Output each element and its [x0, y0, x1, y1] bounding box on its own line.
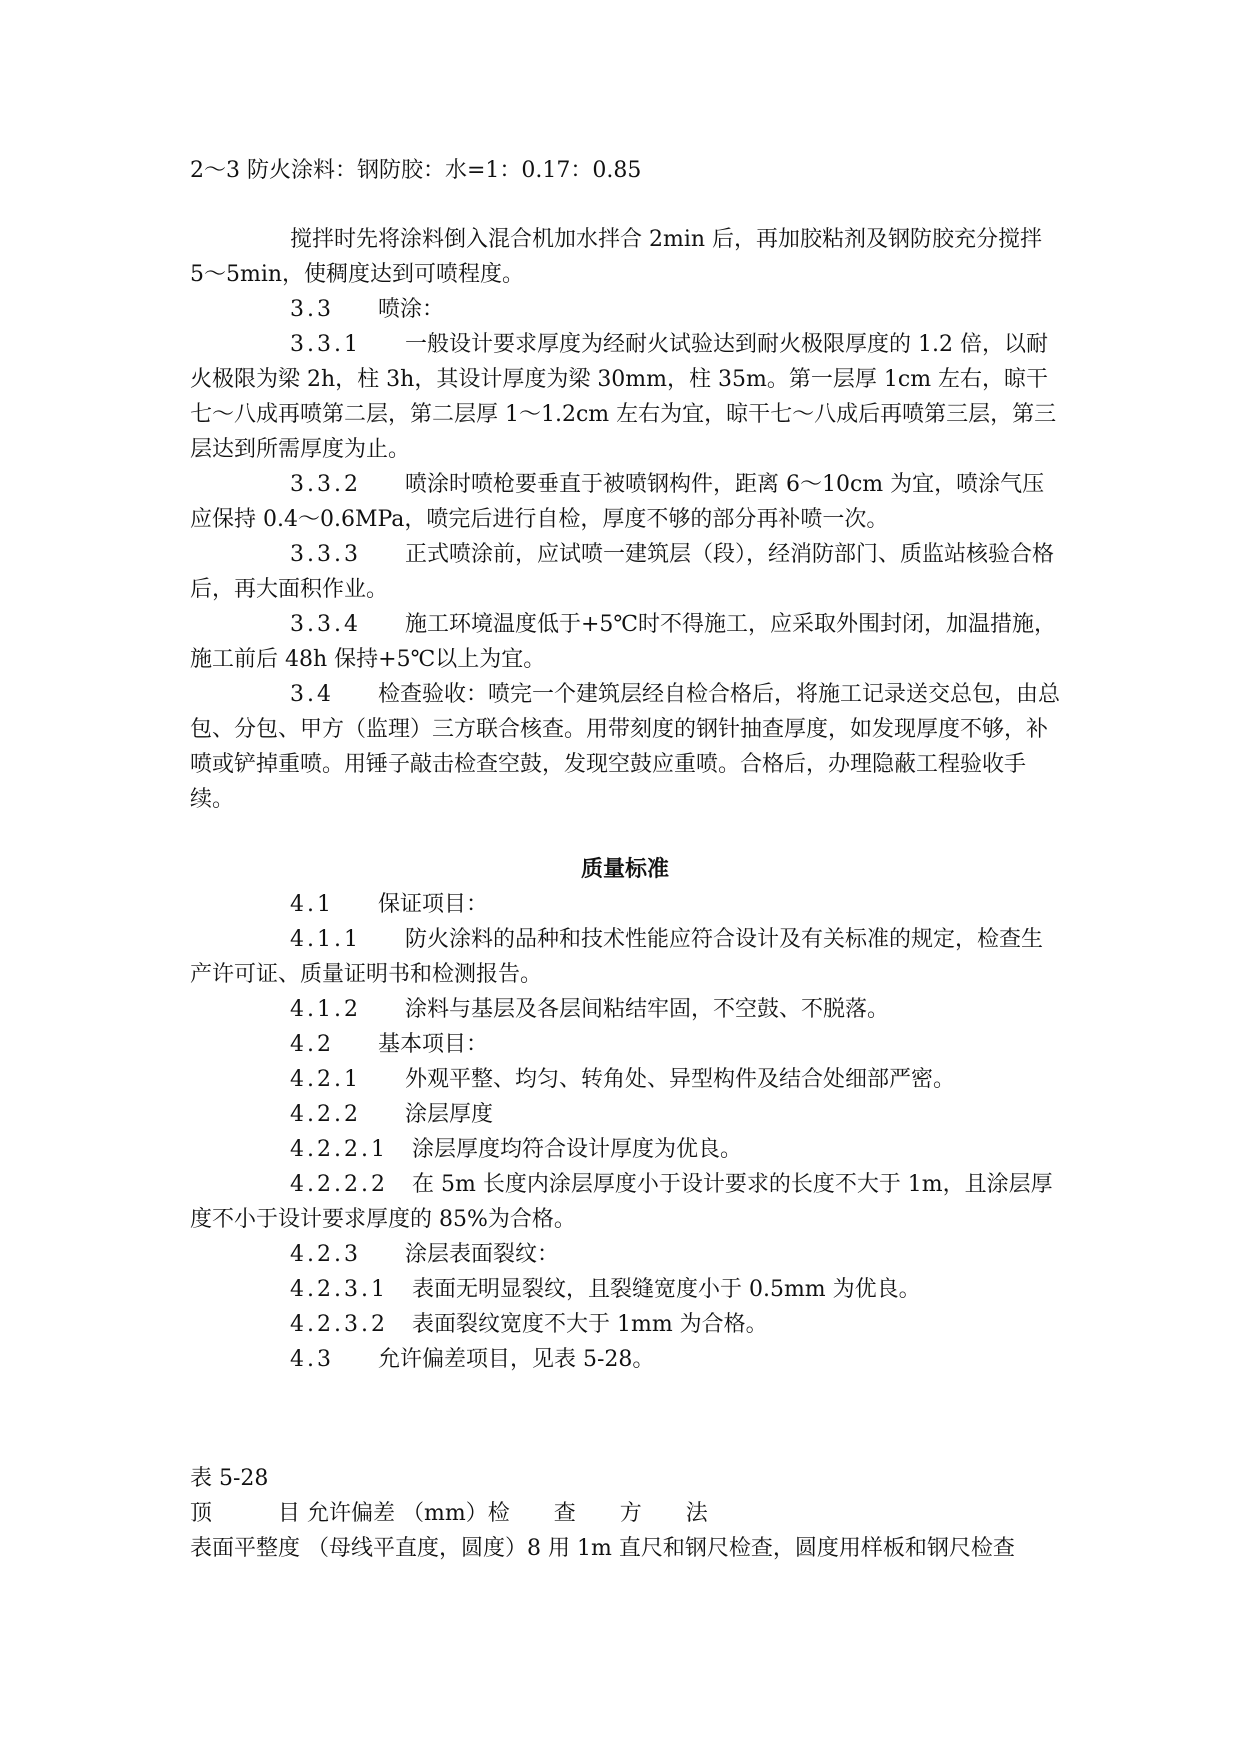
- mixing-paragraph: 搅拌时先将涂料倒入混合机加水拌合 2min 后，再加胶粘剂及钢防胶充分搅拌 5～5min，使稠度达到可喷程度。: [190, 227, 1043, 287]
- clause-text: 施工环境温度低于+5℃时不得施工，应采取外围封闭，加温措施，施工前后 48h 保持+5℃以上为宜。: [190, 612, 1057, 672]
- clause-text: 在 5m 长度内涂层厚度小于设计要求的长度不大于 1m，且涂层厚度不小于设计要求厚度的 85%为合格。: [190, 1172, 1053, 1232]
- clause-number: 4.2.2.1: [290, 1137, 388, 1162]
- spray-clauses: [190, 292, 1060, 817]
- clause-paragraph: [190, 607, 1060, 677]
- clause-text: 允许偏差项目，见表 5-28。: [378, 1347, 655, 1372]
- clause-number: 4.1.1: [290, 927, 361, 952]
- quality-item: [190, 1132, 1060, 1167]
- quality-item: [190, 1062, 1060, 1097]
- table-header-row: 顶 目 允许偏差 （mm）检 查 方 法: [190, 1501, 708, 1526]
- quality-standard-items: [190, 887, 1060, 1377]
- clause-number: 4.2.2.2: [290, 1172, 388, 1197]
- clause-number: 3.3.3: [290, 542, 361, 567]
- clause-number: 4.2.1: [290, 1067, 361, 1092]
- clause-text: 检查验收：喷完一个建筑层经自检合格后，将施工记录送交总包，由总包、分包、甲方（监理）三方联合核查。用带刻度的钢针抽查厚度，如发现厚度不够，补喷或铲掉重喷。用锤子敲击检查空鼓，发现空鼓应重喷。合格后，办理隐蔽工程验收手续。: [190, 682, 1061, 812]
- clause-paragraph: [190, 292, 1060, 327]
- clause-text: 涂层厚度: [404, 1102, 493, 1127]
- quality-item: [190, 1307, 1060, 1342]
- clause-number: 3.4: [290, 682, 334, 707]
- quality-item: [190, 1272, 1060, 1307]
- clause-number: 4.2.3.1: [290, 1277, 388, 1302]
- clause-number: 4.1: [290, 892, 334, 917]
- document-body: [190, 153, 1060, 1566]
- clause-text: 防火涂料的品种和技术性能应符合设计及有关标准的规定，检查生产许可证、质量证明书和检测报告。: [190, 927, 1043, 987]
- clause-paragraph: [190, 537, 1060, 607]
- clause-number: 4.1.2: [290, 997, 361, 1022]
- clause-number: 4.2.3: [290, 1242, 361, 1267]
- quality-item: [190, 1097, 1060, 1132]
- clause-number: 3.3.2: [290, 472, 361, 497]
- quality-item: [190, 922, 1060, 992]
- mix-ratio-line: 2～3 防火涂料：钢防胶：水=1：0.17：0.85: [190, 158, 642, 183]
- clause-paragraph: [190, 467, 1060, 537]
- table-caption: 表 5-28: [190, 1466, 269, 1491]
- clause-text: 涂层表面裂纹：: [404, 1242, 559, 1267]
- clause-text: 表面无明显裂纹，且裂缝宽度小于 0.5mm 为优良。: [411, 1277, 921, 1302]
- quality-item: [190, 1027, 1060, 1062]
- clause-text: 外观平整、均匀、转角处、异型构件及结合处细部严密。: [404, 1067, 955, 1092]
- quality-item: [190, 1342, 1060, 1377]
- clause-number: 3.3.4: [290, 612, 361, 637]
- section-title: 质量标准: [580, 856, 669, 882]
- table-data-row: 表面平整度 （母线平直度，圆度）8 用 1m 直尺和钢尺检查，圆度用样板和钢尺检查: [190, 1536, 1015, 1561]
- clause-text: 一般设计要求厚度为经耐火试验达到耐火极限厚度的 1.2 倍，以耐火极限为梁 2h，柱 3h，其设计厚度为梁 30mm，柱 35m。第一层厚 1cm 左右，晾干七～八成再喷第二层，第二层厚 1～1.2cm 左右为宜，晾干七～八成后再喷第三层，第三层达到所需厚度为止。: [190, 332, 1057, 462]
- clause-text: 喷涂：: [378, 297, 445, 322]
- clause-text: 涂料与基层及各层间粘结牢固，不空鼓、不脱落。: [404, 997, 889, 1022]
- clause-number: 3.3.1: [290, 332, 361, 357]
- quality-item: [190, 992, 1060, 1027]
- clause-text: 正式喷涂前，应试喷一建筑层（段），经消防部门、质监站核验合格后，再大面积作业。: [190, 542, 1054, 602]
- clause-number: 4.2.3.2: [290, 1312, 388, 1337]
- quality-item: [190, 1167, 1060, 1237]
- clause-text: 基本项目：: [378, 1032, 489, 1057]
- clause-text: 保证项目：: [378, 892, 489, 917]
- clause-number: 4.2: [290, 1032, 334, 1057]
- clause-text: 表面裂纹宽度不大于 1mm 为合格。: [411, 1312, 768, 1337]
- clause-number: 4.3: [290, 1347, 334, 1372]
- quality-item: [190, 1237, 1060, 1272]
- quality-item: [190, 887, 1060, 922]
- clause-paragraph: [190, 327, 1060, 467]
- clause-text: 涂层厚度均符合设计厚度为优良。: [411, 1137, 742, 1162]
- clause-number: 3.3: [290, 297, 334, 322]
- clause-number: 4.2.2: [290, 1102, 361, 1127]
- clause-paragraph: [190, 677, 1060, 817]
- clause-text: 喷涂时喷枪要垂直于被喷钢构件，距离 6～10cm 为宜，喷涂气压应保持 0.4～0.6MPa，喷完后进行自检，厚度不够的部分再补喷一次。: [190, 472, 1045, 532]
